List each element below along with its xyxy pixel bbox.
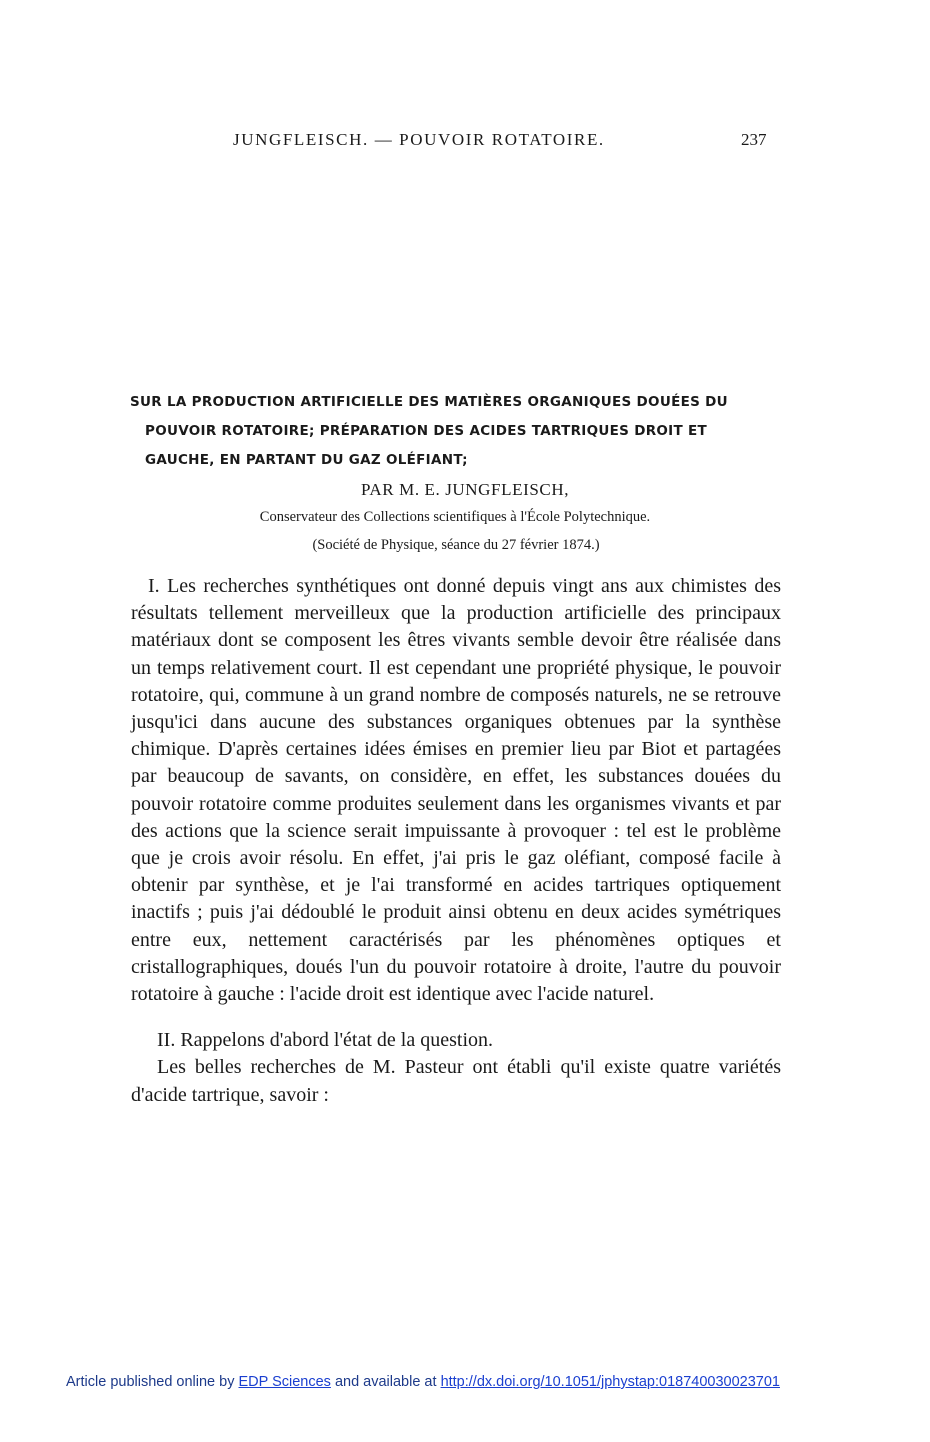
running-header xyxy=(0,130,930,154)
session-note: (Société de Physique, séance du 27 février 1874.) xyxy=(312,537,600,553)
publisher-link[interactable]: EDP Sciences xyxy=(238,1374,331,1390)
running-title: JUNGFLEISCH. — POUVOIR ROTATOIRE. xyxy=(233,130,605,149)
article-title-line: GAUCHE, EN PARTANT DU GAZ OLÉFIANT; xyxy=(145,452,468,468)
publication-footer xyxy=(66,1374,906,1390)
article-title-line: POUVOIR ROTATOIRE; PRÉPARATION DES ACIDES TARTRIQUES DROIT ET xyxy=(145,423,708,439)
article-title xyxy=(130,388,780,475)
paragraph-3: Les belles recherches de M. Pasteur ont établi qu'il existe quatre variétés d'acide tartrique, savoir : xyxy=(131,1056,781,1106)
paragraph-1: I. Les recherches synthétiques ont donné depuis vingt ans aux chimistes des résultats tellement merveilleux que la production artificielle des principaux matériaux dont se composent les êtres vivants semble devoir être réalisée dans un temps relativement court. Il est cependant une propriété physique, le pouvoir rotatoire, qui, commune à un grand nombre de composés naturels, ne se retrouve jusqu'ici dans aucune des substances organiques obtenues par la synthèse chimique. D'après certaines idées émises en premier lieu par Biot et partagées par beaucoup de savants, on considère, en effet, les substances douées du pouvoir rotatoire comme produites seulement dans les organismes vivants et par des actions que la science serait impuissante à provoquer : tel est le problème que je crois avoir résolu. En effet, j'ai pris le gaz oléfiant, composé facile à obtenir par synthèse, et je l'ai transformé en acides tartriques optiquement inactifs ; puis j'ai dédoublé le produit ainsi obtenu en deux acides symétriques entre eux, nettement caractérisés par les phénomènes optiques et cristallographiques, doués l'un du pouvoir rotatoire à droite, l'autre du pouvoir rotatoire à gauche : l'acide droit est identique avec l'acide naturel. xyxy=(131,575,781,1006)
footer-middle: and available at xyxy=(330,1374,441,1390)
page-number: 237 xyxy=(741,130,767,149)
author-affiliation: Conservateur des Collections scientifiques à l'École Polytechnique. xyxy=(259,509,651,525)
article-title-line: SUR LA PRODUCTION ARTIFICIELLE DES MATIÈRES ORGANIQUES DOUÉES DU xyxy=(130,394,728,410)
doi-link[interactable]: http://dx.doi.org/10.1051/jphystap:018740030023701 xyxy=(440,1374,780,1390)
article-body xyxy=(131,573,781,1109)
paragraph-2: II. Rappelons d'abord l'état de la question. xyxy=(157,1029,494,1052)
author-byline: PAR M. E. JUNGFLEISCH, xyxy=(360,480,570,499)
footer-prefix: Article published online by xyxy=(66,1374,239,1390)
